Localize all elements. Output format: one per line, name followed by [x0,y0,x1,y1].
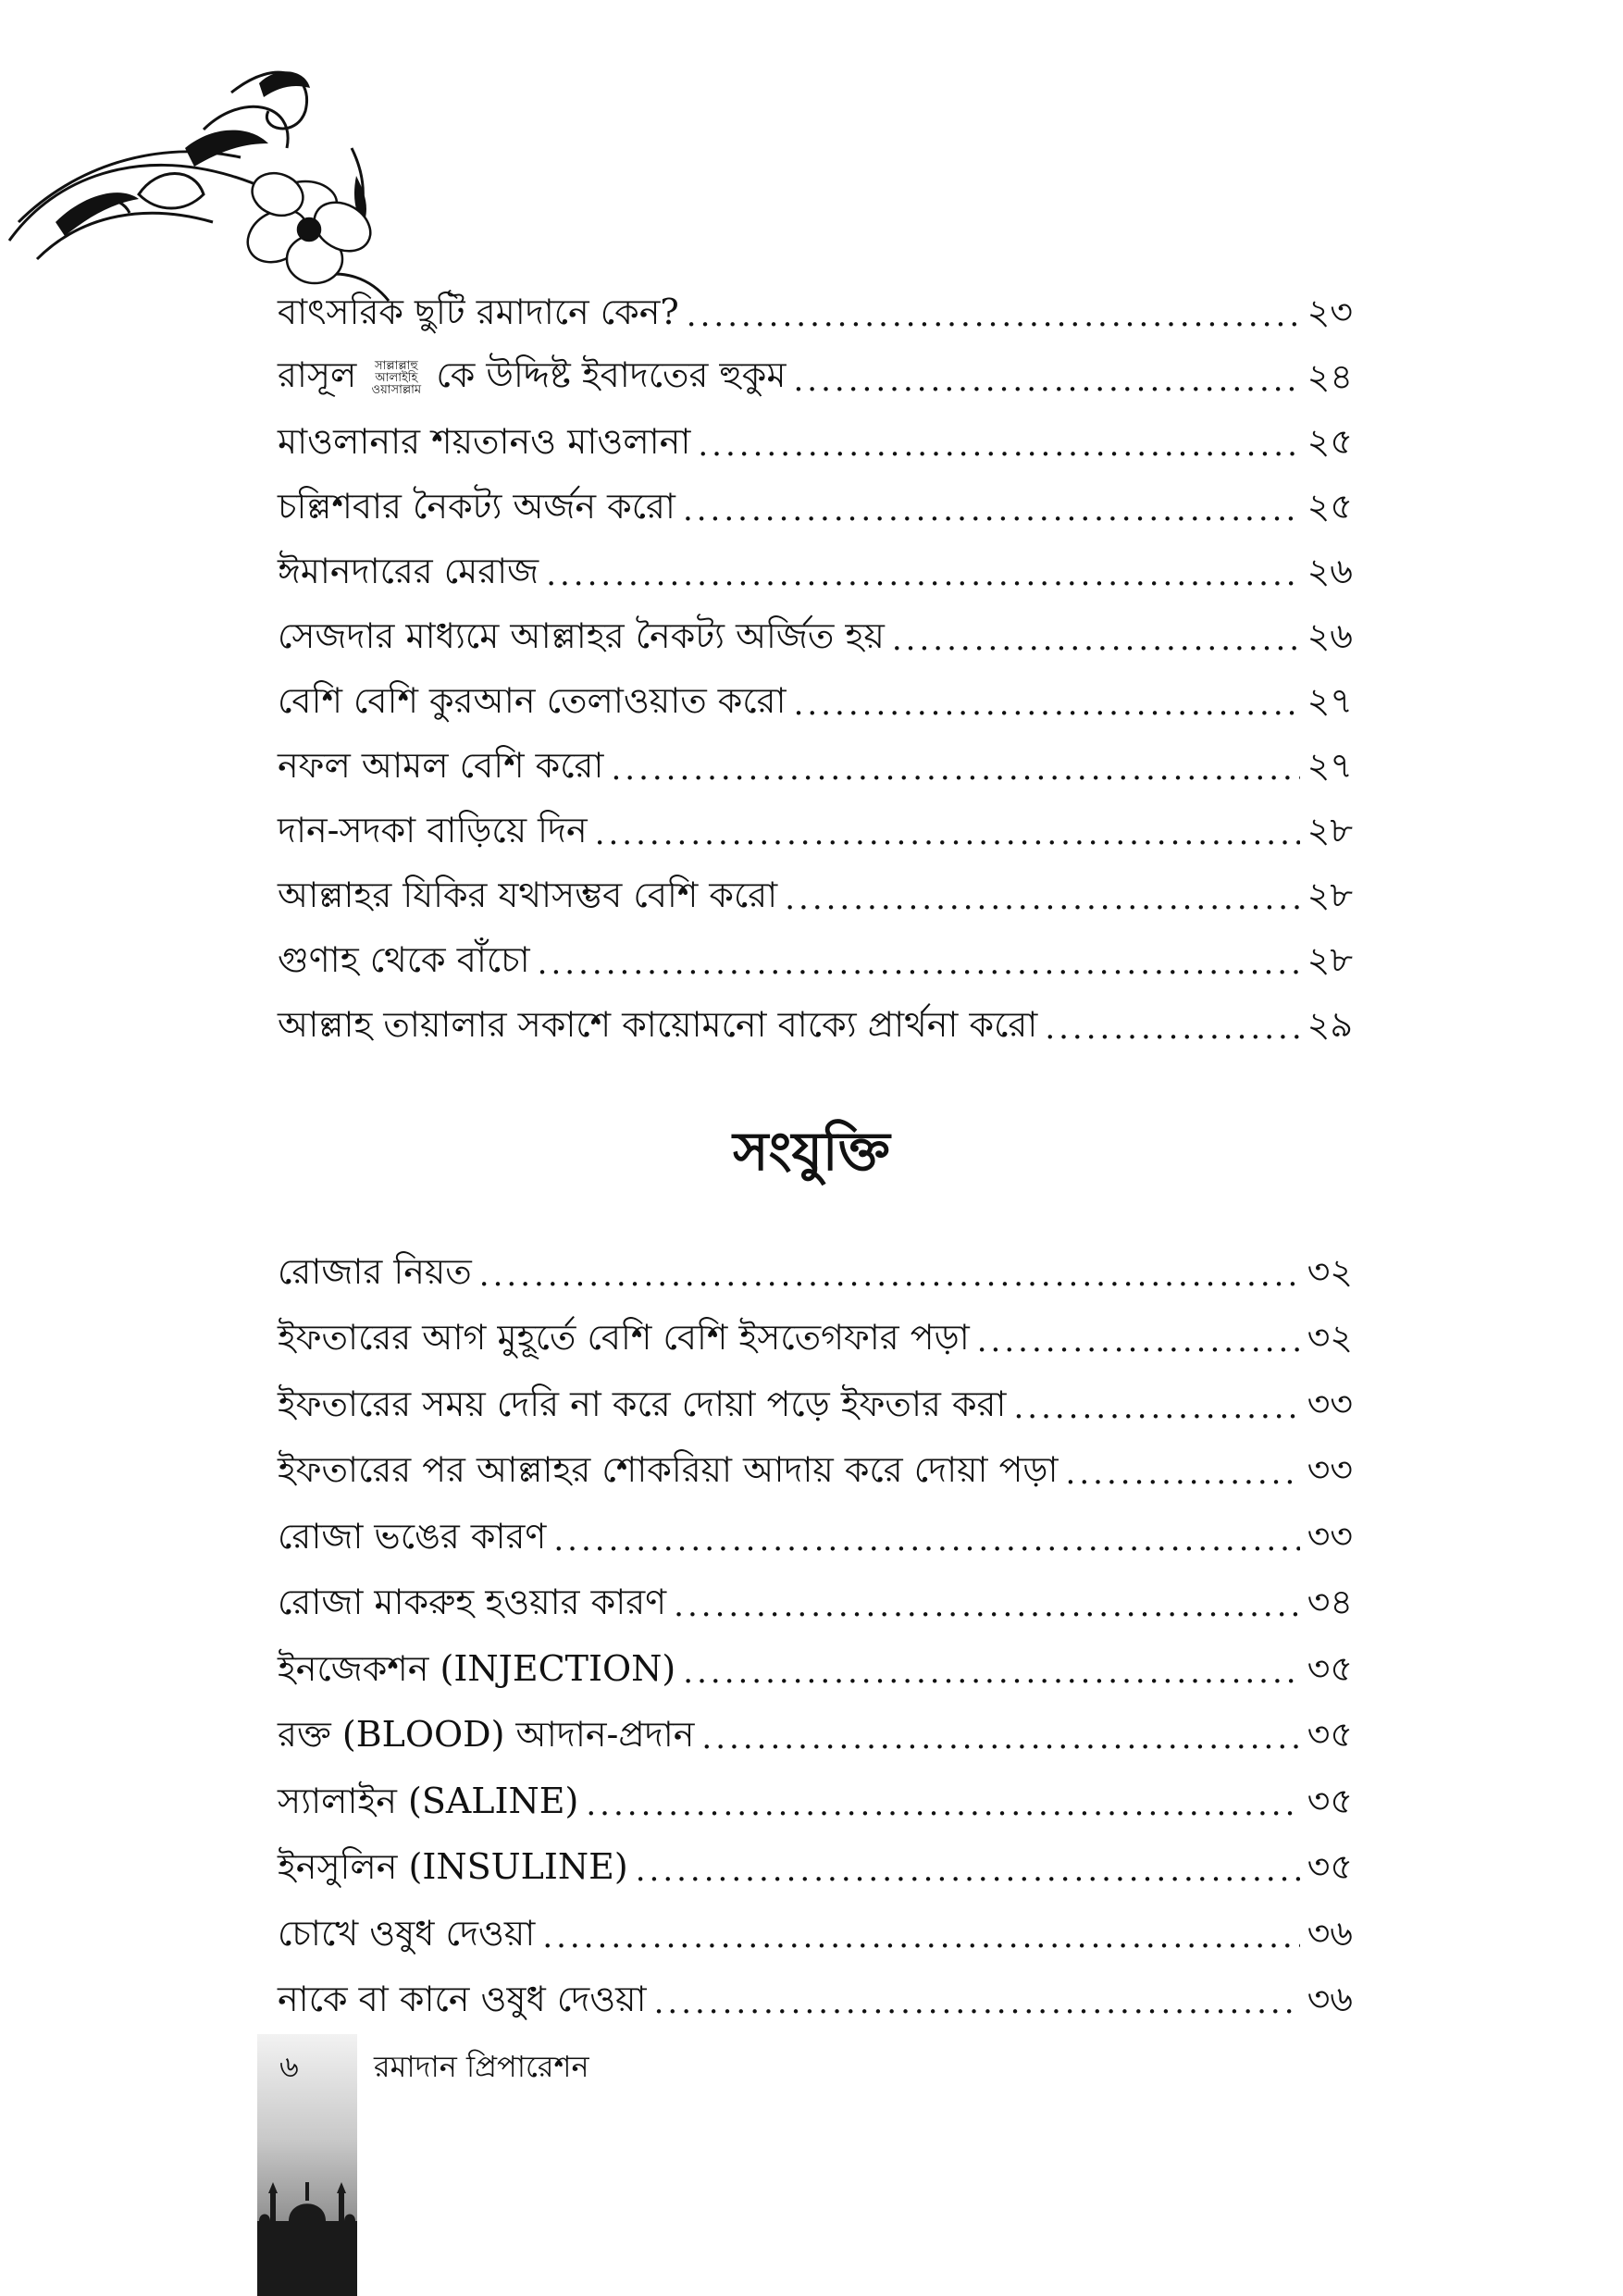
toc-row[interactable] [278,1768,1353,1834]
appendix-contents [278,1238,1353,2032]
toc-row[interactable] [278,1570,1353,1636]
toc-entry-page: ২৮ [1307,875,1353,915]
toc-entry-title: রক্ত (BLOOD) আদান-প্রদান [278,1714,695,1756]
toc-row[interactable] [278,1371,1353,1437]
toc-row[interactable] [278,992,1353,1057]
toc-row[interactable] [278,1702,1353,1769]
toc-row[interactable] [278,1834,1353,1901]
toc-entry-title: রোজা মাকরুহ হওয়ার কারণ [278,1582,667,1623]
toc-entry-page: ২৮ [1307,810,1353,850]
toc-leader-dots [636,1855,1300,1886]
toc-entry-page: ৩৩ [1307,1449,1353,1491]
toc-entry-title: ইনজেকশন (INJECTION) [278,1647,676,1689]
toc-row[interactable] [278,798,1353,863]
toc-entry-title [278,354,787,397]
toc-leader-dots [538,948,1300,979]
toc-entry-page: ২৭ [1307,745,1353,786]
toc-entry-page: ৩৫ [1307,1780,1353,1821]
toc-row[interactable] [278,1305,1353,1371]
toc-leader-dots [1045,1012,1299,1044]
toc-entry-page: ৩৫ [1307,1846,1353,1888]
toc-entry-page: ৩২ [1307,1250,1353,1292]
toc-leader-dots [595,818,1300,850]
toc-leader-dots [687,300,1300,331]
toc-entry-page: ২৫ [1307,421,1353,462]
toc-row[interactable] [278,863,1353,927]
toc-entry-title: মাওলানার শয়তানও মাওলানা [278,421,691,462]
toc-entry-title: বাৎসরিক ছুটি রমাদানে কেন? [278,292,679,332]
toc-entry-page: ৩৬ [1307,1979,1353,2020]
toc-leader-dots [542,1921,1299,1953]
toc-row[interactable] [278,733,1353,798]
toc-entry-title: চল্লিশবার নৈকট্য অর্জন করো [278,486,675,527]
honorific-text: সাল্লাল্লাহু আলাইহি ওয়াসাল্লাম [371,359,422,397]
toc-entry-title: আল্লাহর যিকির যথাসম্ভব বেশি করো [278,875,778,915]
toc-entry-page: ৩৫ [1307,1647,1353,1689]
toc-entry-title-part: রাসূল [278,354,357,395]
toc-entry-page: ৩৩ [1307,1383,1353,1424]
toc-leader-dots [546,559,1299,590]
toc-entry-title: গুণাহ থেকে বাঁচো [278,939,530,980]
toc-entry-title: বেশি বেশি কুরআন তেলাওয়াত করো [278,680,787,721]
toc-entry-page: ২৫ [1307,486,1353,527]
toc-row[interactable] [278,279,1353,344]
toc-row[interactable] [278,668,1353,733]
toc-entry-title: ইফতারের আগ মুহূর্তে বেশি বেশি ইসতেগফার পড়া [278,1317,970,1359]
toc-leader-dots [553,1524,1299,1556]
toc-entry-page: ২৯ [1307,1004,1353,1045]
footer-book-title: রমাদান প্রিপারেশন [374,2049,589,2084]
toc-entry-page: ৩৪ [1307,1582,1353,1623]
toc-entry-title: দান-সদকা বাড়িয়ে দিন [278,810,588,850]
toc-entry-title: রোজা ভঙের কারণ [278,1515,547,1557]
toc-row[interactable] [278,1238,1353,1305]
toc-row[interactable] [278,344,1353,409]
toc-entry-page: ২৭ [1307,680,1353,721]
toc-entry-title: ইফতারের সময় দেরি না করে দোয়া পড়ে ইফতার করা [278,1383,1007,1424]
toc-entry-page: ২৮ [1307,939,1353,980]
toc-entry-title: আল্লাহ তায়ালার সকাশে কায়োমনো বাক্যে প্রার্থনা করো [278,1004,1038,1045]
toc-leader-dots [892,624,1300,655]
toc-leader-dots [698,429,1299,461]
toc-row[interactable] [278,927,1353,992]
floral-ornament-icon [0,37,407,305]
toc-entry-title: ইনসুলিন (INSULINE) [278,1846,628,1888]
toc-row[interactable] [278,603,1353,668]
toc-row[interactable] [278,1900,1353,1967]
toc-entry-title: চোখে ওষুধ দেওয়া [278,1912,536,1954]
toc-entry-page: ২৬ [1307,551,1353,591]
toc-leader-dots [611,753,1299,785]
toc-entry-title: রোজার নিয়ত [278,1250,472,1292]
toc-leader-dots [977,1325,1300,1357]
toc-entry-page: ২৬ [1307,615,1353,656]
toc-row[interactable] [278,409,1353,474]
toc-entry-page: ৩৫ [1307,1714,1353,1756]
toc-entry-title: সেজদার মাধ্যমে আল্লাহর নৈকট্য অর্জিত হয় [278,615,885,656]
toc-row[interactable] [278,1437,1353,1504]
toc-leader-dots [1013,1392,1299,1423]
toc-entry-page: ৩২ [1307,1317,1353,1359]
toc-entry-page: ৩৩ [1307,1515,1353,1557]
toc-leader-dots [793,365,1299,396]
toc-entry-title: ইফতারের পর আল্লাহর শোকরিয়া আদায় করে দোয়া পড়া [278,1449,1059,1491]
toc-leader-dots [654,1987,1300,2018]
toc-leader-dots [674,1590,1299,1621]
toc-row[interactable] [278,1967,1353,2033]
toc-entry-page: ২৪ [1307,356,1353,397]
toc-leader-dots [586,1789,1299,1820]
toc-row[interactable] [278,1503,1353,1570]
toc-entry-page: ২৩ [1307,292,1353,332]
toc-entry-title: নফল আমল বেশি করো [278,745,604,786]
section-heading-appendix: সংযুক্তি [733,1120,890,1183]
toc-leader-dots [785,883,1299,914]
footer-page-number: ৬ [279,2049,299,2084]
toc-leader-dots [1066,1458,1300,1489]
toc-leader-dots [683,1657,1299,1688]
toc-entry-title-part: কে উদ্দিষ্ট ইবাদতের হুকুম [436,354,787,395]
toc-entry-title: স্যালাইন (SALINE) [278,1780,579,1821]
mosque-silhouette-icon [257,2156,357,2296]
toc-entry-page: ৩৬ [1307,1912,1353,1954]
toc-leader-dots [683,494,1300,526]
table-of-contents [278,279,1353,1057]
toc-row[interactable] [278,1635,1353,1702]
toc-entry-title: ঈমানদারের মেরাজ [278,551,539,591]
toc-leader-dots [794,689,1300,720]
toc-entry-title: নাকে বা কানে ওষুধ দেওয়া [278,1979,647,2020]
toc-leader-dots [701,1722,1299,1754]
toc-row[interactable] [278,474,1353,539]
toc-row[interactable] [278,539,1353,603]
toc-leader-dots [479,1260,1300,1291]
